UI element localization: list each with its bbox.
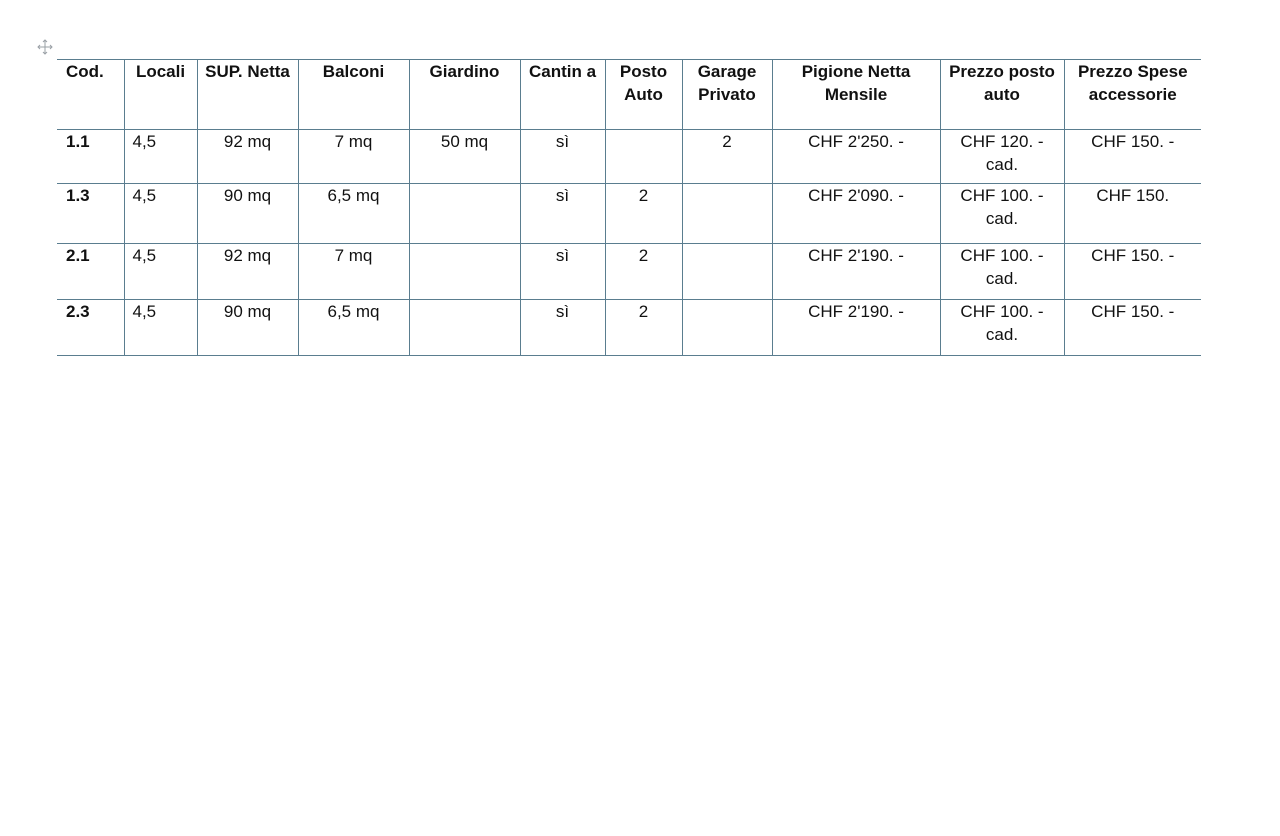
table-row: [57, 130, 1201, 184]
cell-cod: 2.3: [57, 300, 124, 356]
table-move-handle-icon[interactable]: [37, 39, 53, 55]
cell-giardino: [409, 244, 520, 300]
cell-balconi: 6,5 mq: [298, 184, 409, 244]
cell-garage-privato: [682, 244, 772, 300]
header-cod: Cod.: [57, 60, 124, 130]
header-garage-privato: Garage Privato: [682, 60, 772, 130]
cell-locali: 4,5: [124, 244, 197, 300]
table-row: [57, 300, 1201, 356]
cell-locali: 4,5: [124, 130, 197, 184]
cell-prezzo-posto-auto: CHF 100. - cad.: [940, 300, 1064, 356]
cell-pigione: CHF 2'190. -: [772, 244, 940, 300]
cell-pigione: CHF 2'250. -: [772, 130, 940, 184]
cell-pigione: CHF 2'090. -: [772, 184, 940, 244]
cell-prezzo-spese: CHF 150. -: [1064, 300, 1201, 356]
cell-giardino: 50 mq: [409, 130, 520, 184]
cell-balconi: 7 mq: [298, 244, 409, 300]
header-locali: Locali: [124, 60, 197, 130]
cell-sup-netta: 90 mq: [197, 184, 298, 244]
cell-prezzo-posto-auto: CHF 120. - cad.: [940, 130, 1064, 184]
cell-prezzo-posto-auto: CHF 100. - cad.: [940, 244, 1064, 300]
cell-cod: 1.1: [57, 130, 124, 184]
header-prezzo-spese-accessorie: Prezzo Spese accessorie: [1064, 60, 1201, 130]
cell-posto-auto: [605, 130, 682, 184]
cell-sup-netta: 92 mq: [197, 130, 298, 184]
cell-garage-privato: [682, 184, 772, 244]
units-table: [57, 59, 1201, 356]
header-prezzo-posto-auto: Prezzo posto auto: [940, 60, 1064, 130]
cell-cantina: sì: [520, 184, 605, 244]
cell-prezzo-spese: CHF 150.: [1064, 184, 1201, 244]
cell-prezzo-spese: CHF 150. -: [1064, 130, 1201, 184]
header-cantina: Cantin a: [520, 60, 605, 130]
cell-posto-auto: 2: [605, 184, 682, 244]
header-giardino: Giardino: [409, 60, 520, 130]
cell-cantina: sì: [520, 300, 605, 356]
cell-cantina: sì: [520, 244, 605, 300]
cell-prezzo-spese: CHF 150. -: [1064, 244, 1201, 300]
cell-balconi: 6,5 mq: [298, 300, 409, 356]
table-header-row: [57, 60, 1201, 130]
cell-sup-netta: 92 mq: [197, 244, 298, 300]
cell-pigione: CHF 2'190. -: [772, 300, 940, 356]
cell-sup-netta: 90 mq: [197, 300, 298, 356]
cell-cantina: sì: [520, 130, 605, 184]
cell-locali: 4,5: [124, 184, 197, 244]
header-sup-netta: SUP. Netta: [197, 60, 298, 130]
cell-giardino: [409, 300, 520, 356]
header-posto-auto: Posto Auto: [605, 60, 682, 130]
header-pigione-netta-mensile: Pigione Netta Mensile: [772, 60, 940, 130]
cell-cod: 1.3: [57, 184, 124, 244]
table-row: [57, 184, 1201, 244]
cell-garage-privato: 2: [682, 130, 772, 184]
cell-giardino: [409, 184, 520, 244]
cell-posto-auto: 2: [605, 244, 682, 300]
cell-garage-privato: [682, 300, 772, 356]
cell-locali: 4,5: [124, 300, 197, 356]
cell-prezzo-posto-auto: CHF 100. - cad.: [940, 184, 1064, 244]
cell-balconi: 7 mq: [298, 130, 409, 184]
header-balconi: Balconi: [298, 60, 409, 130]
cell-cod: 2.1: [57, 244, 124, 300]
table-row: [57, 244, 1201, 300]
cell-posto-auto: 2: [605, 300, 682, 356]
